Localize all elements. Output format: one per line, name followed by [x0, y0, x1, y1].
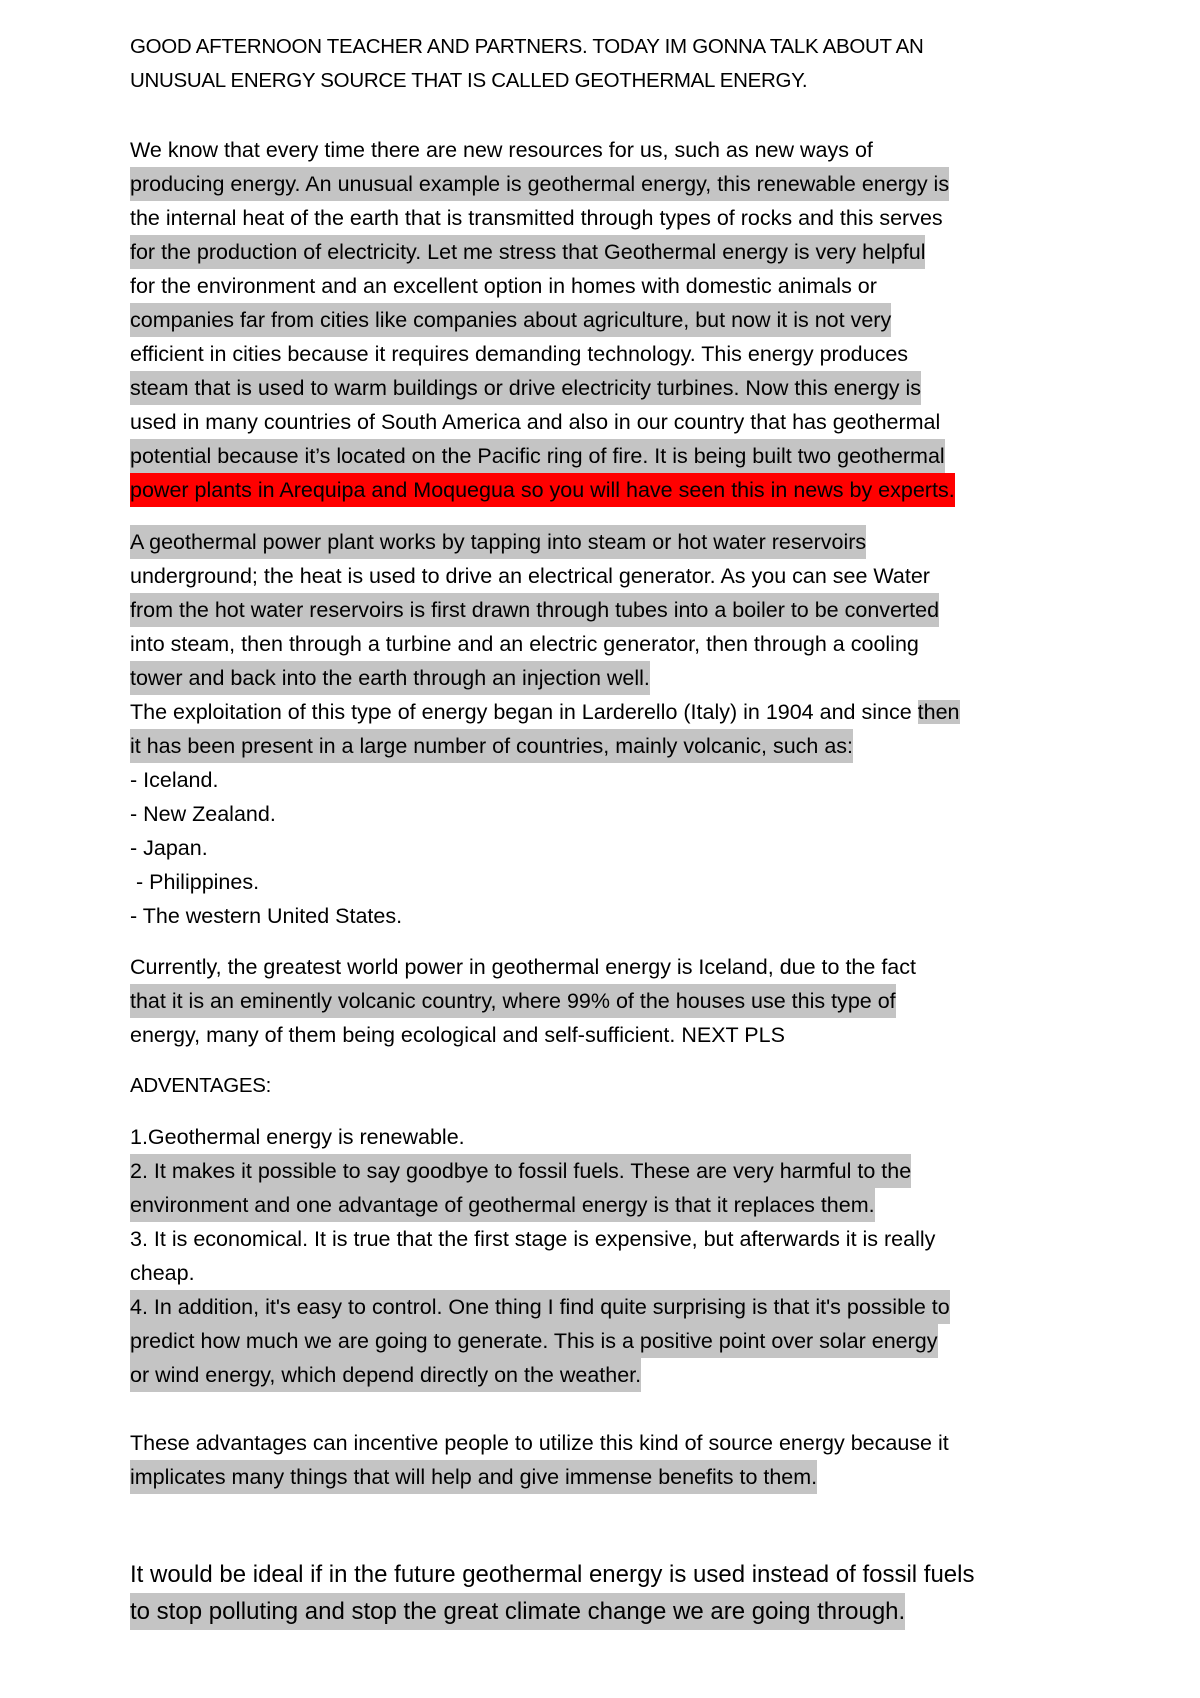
paragraph-line: for the environment and an excellent option in homes with domestic animals or	[130, 274, 877, 298]
highlighted-word: then	[917, 700, 960, 724]
paragraph-line: it has been present in a large number of countries, mainly volcanic, such as:	[130, 729, 853, 763]
advantage-line: predict how much we are going to generate. This is a positive point over solar energy	[130, 1324, 938, 1358]
list-item: - New Zealand.	[130, 802, 276, 826]
list-item: - Iceland.	[130, 768, 219, 792]
advantage-line: environment and one advantage of geothermal energy is that it replaces them.	[130, 1188, 875, 1222]
advantage-line: 1.Geothermal energy is renewable.	[130, 1125, 465, 1149]
paragraph-line: companies far from cities like companies about agriculture, but now it is not very	[130, 303, 891, 337]
paragraph-line: for the production of electricity. Let me stress that Geothermal energy is very helpful	[130, 235, 925, 269]
paragraph-line: implicates many things that will help and give immense benefits to them.	[130, 1460, 817, 1494]
paragraph-line: These advantages can incentive people to utilize this kind of source energy because it	[130, 1431, 949, 1455]
paragraph-line: from the hot water reservoirs is first drawn through tubes into a boiler to be converted	[130, 593, 939, 627]
list-item: - Japan.	[130, 836, 208, 860]
section-heading: ADVENTAGES:	[130, 1074, 271, 1097]
conclusion-line: It would be ideal if in the future geothermal energy is used instead of fossil fuels	[130, 1561, 975, 1588]
paragraph-text: The exploitation of this type of energy began in Larderello (Italy) in 1904 and since	[130, 700, 918, 724]
paragraph-line: that it is an eminently volcanic country, where 99% of the houses use this type of	[130, 984, 896, 1018]
paragraph-line: the internal heat of the earth that is transmitted through types of rocks and this serves	[130, 206, 943, 230]
paragraph-line: producing energy. An unusual example is geothermal energy, this renewable energy is	[130, 167, 949, 201]
paragraph-line	[130, 695, 960, 729]
paragraph-line: efficient in cities because it requires demanding technology. This energy produces	[130, 342, 909, 366]
paragraph-line: energy, many of them being ecological and self-sufficient. NEXT PLS	[130, 1023, 785, 1047]
advantage-line: cheap.	[130, 1261, 195, 1285]
paragraph-line: Currently, the greatest world power in geothermal energy is Iceland, due to the fact	[130, 955, 916, 979]
advantage-line: or wind energy, which depend directly on the weather.	[130, 1358, 641, 1392]
intro-line: UNUSUAL ENERGY SOURCE THAT IS CALLED GEOTHERMAL ENERGY.	[130, 69, 808, 92]
paragraph-line: steam that is used to warm buildings or drive electricity turbines. Now this energy is	[130, 371, 921, 405]
list-item: - Philippines.	[130, 870, 260, 894]
conclusion-line: to stop polluting and stop the great climate change we are going through.	[130, 1593, 905, 1630]
paragraph-line-red-highlight: power plants in Arequipa and Moquegua so you will have seen this in news by experts.	[130, 473, 955, 507]
paragraph-line: used in many countries of South America and also in our country that has geothermal	[130, 410, 941, 434]
paragraph-line: tower and back into the earth through an injection well.	[130, 661, 650, 695]
paragraph-line: into steam, then through a turbine and an electric generator, then through a cooling	[130, 632, 919, 656]
intro-line: GOOD AFTERNOON TEACHER AND PARTNERS. TODAY IM GONNA TALK ABOUT AN	[130, 35, 924, 58]
paragraph-line: A geothermal power plant works by tapping into steam or hot water reservoirs	[130, 525, 866, 559]
advantage-line: 2. It makes it possible to say goodbye to fossil fuels. These are very harmful to the	[130, 1154, 911, 1188]
paragraph-line: We know that every time there are new resources for us, such as new ways of	[130, 138, 873, 162]
advantage-line: 4. In addition, it's easy to control. One thing I find quite surprising is that it's possible to	[130, 1290, 950, 1324]
paragraph-line: potential because it’s located on the Pacific ring of fire. It is being built two geothermal	[130, 439, 945, 473]
paragraph-line: underground; the heat is used to drive an electrical generator. As you can see Water	[130, 564, 930, 588]
advantage-line: 3. It is economical. It is true that the first stage is expensive, but afterwards it is really	[130, 1227, 936, 1251]
list-item: - The western United States.	[130, 904, 403, 928]
